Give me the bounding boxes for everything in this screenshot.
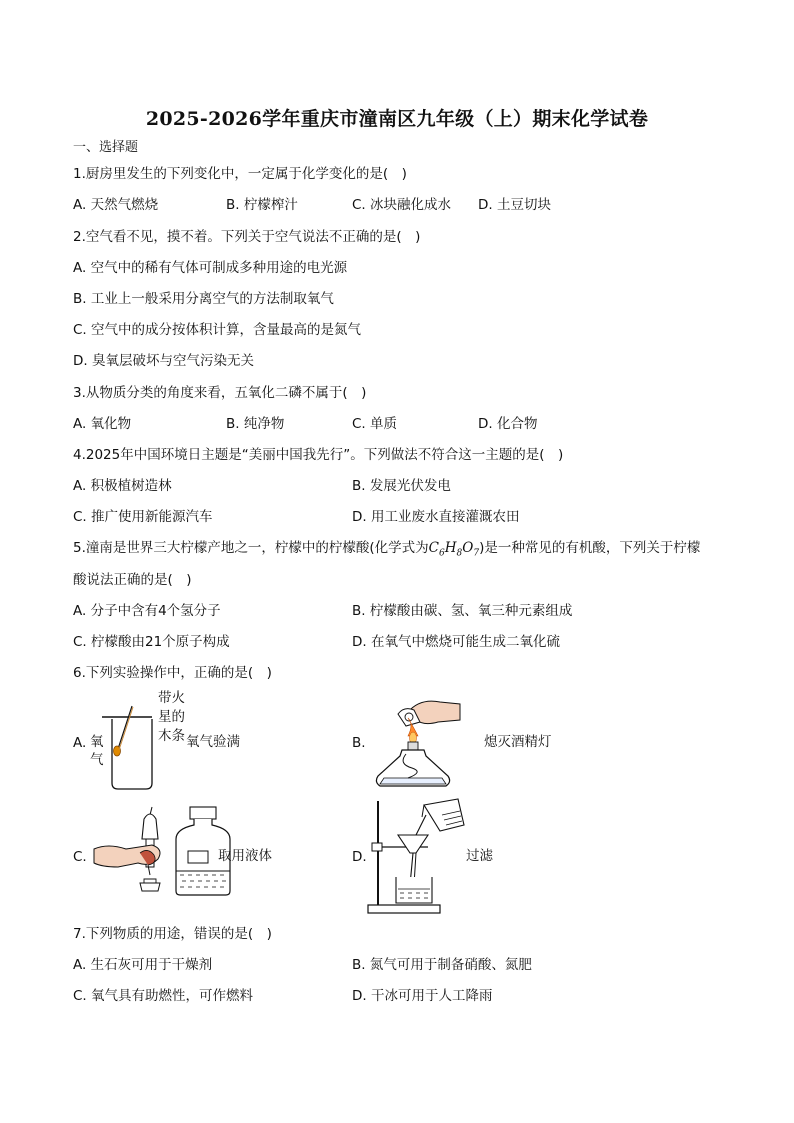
question-5-stem [73,539,700,563]
section-heading: 一、选择题 [73,140,139,155]
question-3-option-c[interactable]: C. 单质 [352,416,398,432]
question-7-stem: 7.下列物质的用途，错误的是( ) [73,926,272,942]
question-7-option-c[interactable]: C. 氧气具有助燃性，可作燃料 [73,988,254,1004]
question-7-option-b[interactable]: B. 氮气可用于制备硝酸、氮肥 [352,957,532,973]
oxygen-side-label-2: 气 [90,752,104,768]
question-5-stem-part-a: 5.潼南是世界三大柠檬产地之一，柠檬中的柠檬酸(化学式为 [73,540,429,556]
bottle-stopper [140,883,160,891]
gas-bottle-splint-figure [100,705,160,793]
stand-base [368,905,440,913]
question-1-option-d[interactable]: D. 土豆切块 [478,197,551,213]
question-4-option-d[interactable]: D. 用工业废水直接灌溉农田 [352,509,520,525]
question-2-stem: 2.空气看不见，摸不着。下列关于空气说法不正确的是( ) [73,229,421,245]
funnel [398,835,428,853]
question-2-option-b[interactable]: B. 工业上一般采用分离空气的方法制取氧气 [73,291,334,307]
question-5-stem-cont: 酸说法正确的是( ) [73,572,192,588]
oxygen-side-label-1: 氧 [90,734,104,750]
receiving-beaker [396,877,432,903]
question-1-option-c[interactable]: C. 冰块融化成水 [352,197,452,213]
question-5-stem-part-b: )是一种常见的有机酸，下列关于柠檬 [479,540,701,556]
question-6-option-c[interactable]: C. [73,849,87,865]
question-6-option-d[interactable]: D. [352,849,367,865]
dropper-bulb [142,814,158,839]
question-4-option-b[interactable]: B. 发展光伏发电 [352,478,451,494]
oxygen-test-caption: 氧气验满 [186,734,240,750]
question-1-option-b[interactable]: B. 柠檬榨汁 [226,197,298,213]
question-1-option-a[interactable]: A. 天然气燃烧 [73,197,159,213]
glass-rod [416,815,426,835]
question-1-stem: 1.厨房里发生的下列变化中，一定属于化学变化的是( ) [73,166,407,182]
question-7-option-d[interactable]: D. 干冰可用于人工降雨 [352,988,493,1004]
question-4-option-a[interactable]: A. 积极植树造林 [73,478,172,494]
question-5-option-c[interactable]: C. 柠檬酸由21个原子构成 [73,634,230,650]
question-5-option-d[interactable]: D. 在氧气中燃烧可能生成二氧化硫 [352,634,560,650]
question-2-option-c[interactable]: C. 空气中的成分按体积计算，含量最高的是氮气 [73,322,362,338]
question-7-option-a[interactable]: A. 生石灰可用于干燥剂 [73,957,213,973]
wooden-splint [118,706,132,749]
page-title: 2025-2026学年重庆市潼南区九年级（上）期末化学试卷 [145,108,649,130]
filtration-setup-figure [366,795,466,917]
question-3-option-b[interactable]: B. 纯净物 [226,416,285,432]
splint-label-3: 木条 [158,728,185,744]
take-liquid-caption: 取用液体 [218,848,272,864]
question-5-option-a[interactable]: A. 分子中含有4个氢分子 [73,603,221,619]
splint-label-2: 星的 [158,709,185,725]
question-6-option-b[interactable]: B. [352,735,366,751]
bottle-label [188,851,208,863]
question-3-option-a[interactable]: A. 氧化物 [73,416,132,432]
citric-acid-formula: $C_6H_8O_7$ [428,540,480,559]
dropper-hand-figure [92,805,182,895]
question-4-stem: 4.2025年中国环境日主题是“美丽中国我先行”。下列做法不符合这一主题的是( ) [73,447,564,463]
question-3-stem: 3.从物质分类的角度来看，五氧化二磷不属于( ) [73,385,367,401]
question-3-option-d[interactable]: D. 化合物 [478,416,538,432]
question-2-option-d[interactable]: D. 臭氧层破坏与空气污染无关 [73,353,254,369]
question-4-option-c[interactable]: C. 推广使用新能源汽车 [73,509,213,525]
question-6-option-a[interactable]: A. [73,735,87,751]
question-2-option-a[interactable]: A. 空气中的稀有气体可制成多种用途的电光源 [73,260,348,276]
wick-holder [408,742,418,750]
splint-label-1: 带火 [158,690,185,706]
filtration-caption: 过滤 [466,848,493,864]
pouring-beaker [424,799,464,831]
question-6-stem: 6.下列实验操作中，正确的是( ) [73,665,272,681]
question-5-option-b[interactable]: B. 柠檬酸由碳、氢、氧三种元素组成 [352,603,573,619]
extinguish-lamp-caption: 熄灭酒精灯 [484,734,552,750]
